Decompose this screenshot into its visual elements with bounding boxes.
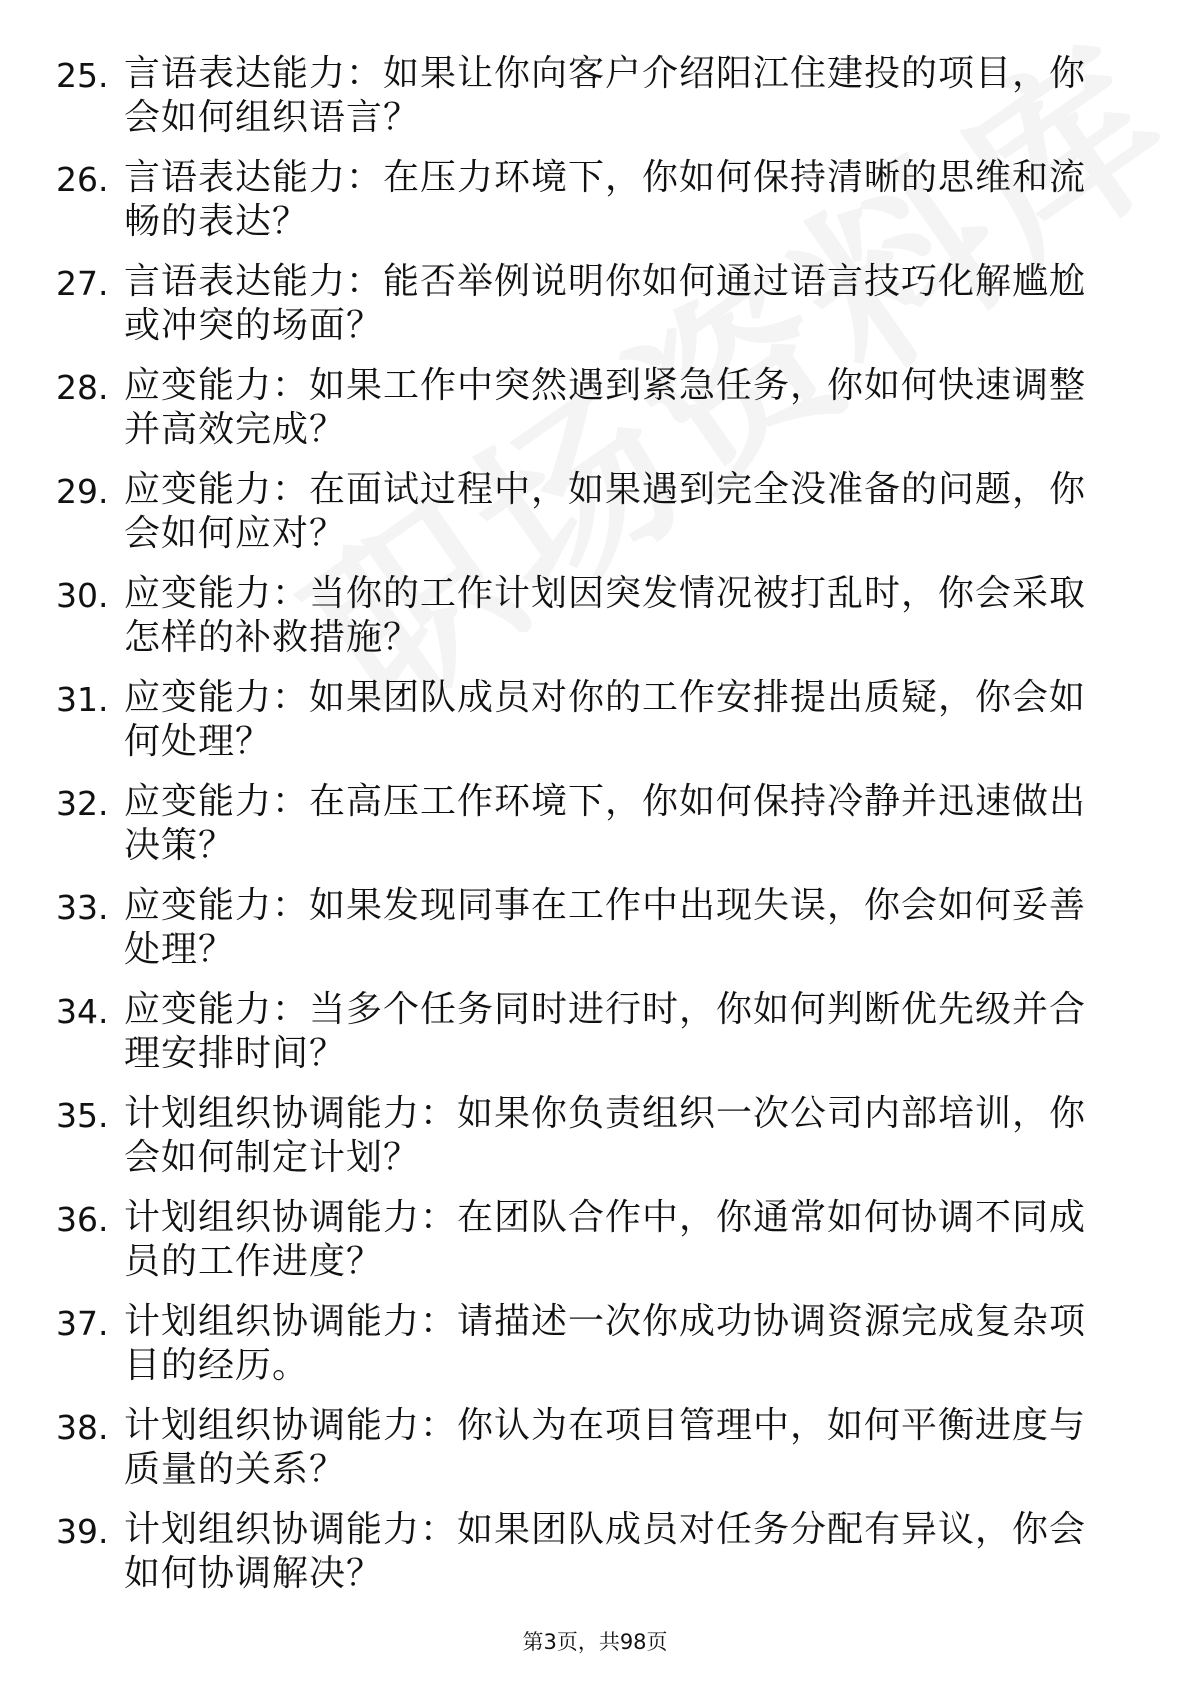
question-number: 38. (56, 1408, 109, 1447)
question-text: 应变能力：在高压工作环境下，你如何保持冷静并迅速做出决策？ (124, 781, 1087, 866)
question-item (0, 52, 1190, 156)
question-number: 25. (56, 56, 109, 95)
question-text: 计划组织协调能力：你认为在项目管理中，如何平衡进度与质量的关系？ (124, 1405, 1087, 1490)
question-item (0, 260, 1190, 364)
question-text: 应变能力：如果发现同事在工作中出现失误，你会如何妥善处理？ (124, 885, 1087, 970)
question-number: 35. (56, 1096, 109, 1135)
question-number: 34. (56, 992, 109, 1031)
question-number: 30. (56, 576, 109, 615)
question-text: 言语表达能力：能否举例说明你如何通过语言技巧化解尴尬或冲突的场面？ (124, 261, 1087, 346)
question-item (0, 1092, 1190, 1196)
question-number: 39. (56, 1512, 109, 1551)
question-number: 33. (56, 888, 109, 927)
question-item (0, 676, 1190, 780)
question-item (0, 1196, 1190, 1300)
question-text: 计划组织协调能力：请描述一次你成功协调资源完成复杂项目的经历。 (124, 1301, 1087, 1386)
question-text: 计划组织协调能力：如果团队成员对任务分配有异议，你会如何协调解决？ (124, 1509, 1087, 1594)
question-item (0, 364, 1190, 468)
question-text: 应变能力：如果团队成员对你的工作安排提出质疑，你会如何处理？ (124, 677, 1087, 762)
question-number: 26. (56, 160, 109, 199)
question-item (0, 1508, 1190, 1612)
question-item (0, 988, 1190, 1092)
question-number: 29. (56, 472, 109, 511)
question-text: 言语表达能力：在压力环境下，你如何保持清晰的思维和流畅的表达？ (124, 157, 1087, 242)
page-footer: 第3页，共98页 (522, 1630, 668, 1654)
question-number: 28. (56, 368, 109, 407)
question-list (0, 52, 1190, 1612)
question-text: 计划组织协调能力：如果你负责组织一次公司内部培训，你会如何制定计划？ (124, 1093, 1087, 1178)
question-item (0, 468, 1190, 572)
question-number: 31. (56, 680, 109, 719)
question-item (0, 1300, 1190, 1404)
question-item (0, 1404, 1190, 1508)
question-text: 言语表达能力：如果让你向客户介绍阳江住建投的项目，你会如何组织语言？ (124, 53, 1087, 138)
question-item (0, 884, 1190, 988)
question-text: 应变能力：如果工作中突然遇到紧急任务，你如何快速调整并高效完成？ (124, 365, 1087, 450)
question-text: 应变能力：当你的工作计划因突发情况被打乱时，你会采取怎样的补救措施？ (124, 573, 1087, 658)
question-text: 应变能力：在面试过程中，如果遇到完全没准备的问题，你会如何应对？ (124, 469, 1087, 554)
question-text: 应变能力：当多个任务同时进行时，你如何判断优先级并合理安排时间？ (124, 989, 1087, 1074)
question-number: 27. (56, 264, 109, 303)
question-number: 32. (56, 784, 109, 823)
question-item (0, 572, 1190, 676)
question-number: 37. (56, 1304, 109, 1343)
question-item (0, 156, 1190, 260)
question-text: 计划组织协调能力：在团队合作中，你通常如何协调不同成员的工作进度？ (124, 1197, 1087, 1282)
question-number: 36. (56, 1200, 109, 1239)
question-item (0, 780, 1190, 884)
